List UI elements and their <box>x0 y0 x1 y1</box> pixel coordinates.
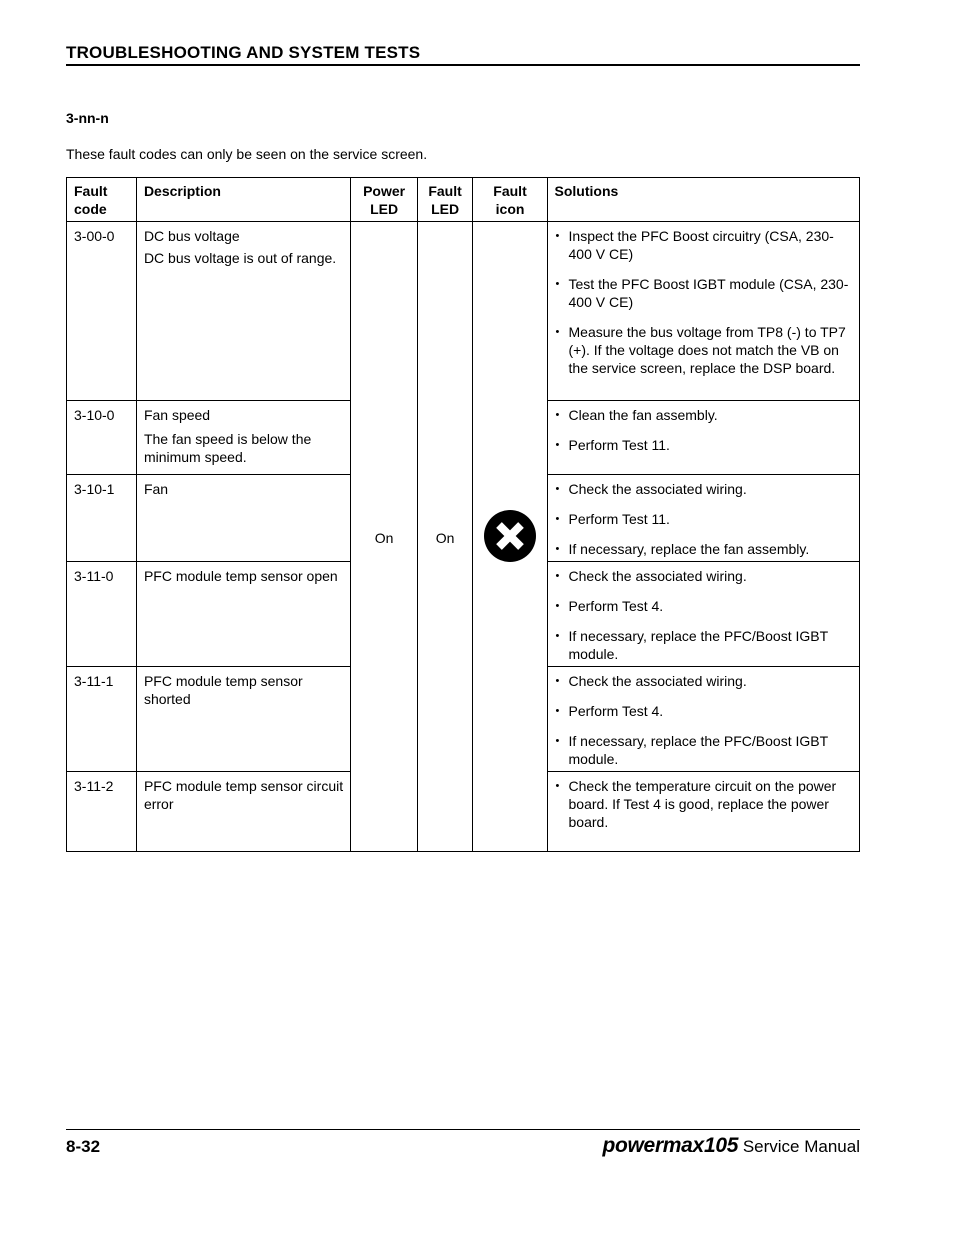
description-title: DC bus voltage <box>143 228 240 244</box>
solution-item: • Check the associated wiring. <box>555 480 853 498</box>
power-led-value: On <box>350 222 417 852</box>
fault-description <box>136 475 350 562</box>
solutions-cell <box>547 475 859 562</box>
solution-item: • If necessary, replace the fan assembly. <box>555 540 853 558</box>
solutions-list <box>555 777 853 831</box>
solution-item: • Clean the fan assembly. <box>555 406 853 424</box>
solution-item: • Perform Test 4. <box>555 702 853 720</box>
fault-code-table <box>66 177 860 852</box>
header-rule <box>66 64 860 66</box>
col-header-solutions: Solutions <box>547 178 859 222</box>
solution-item: • If necessary, replace the PFC/Boost IGBT module. <box>555 732 853 768</box>
footer-document-title <box>602 1134 860 1158</box>
page-header-title: TROUBLESHOOTING AND SYSTEM TESTS <box>66 43 421 62</box>
footer-rule <box>66 1129 860 1130</box>
solutions-list <box>555 227 853 377</box>
fault-code: 3-11-1 <box>67 667 137 772</box>
solution-item: • Perform Test 11. <box>555 436 853 454</box>
col-header-fault-icon: Fault icon <box>472 178 547 222</box>
solution-item: • Inspect the PFC Boost circuitry (CSA, 230-400 V CE) <box>555 227 853 263</box>
col-header-description: Description <box>136 178 350 222</box>
fault-code: 3-11-2 <box>67 772 137 852</box>
fault-code: 3-10-0 <box>67 401 137 475</box>
solutions-list <box>555 672 853 768</box>
fault-description <box>136 667 350 772</box>
description-title: Fan speed <box>143 407 211 423</box>
solution-item: • Perform Test 11. <box>555 510 853 528</box>
col-header-fault-led: Fault LED <box>417 178 472 222</box>
solution-item: • Test the PFC Boost IGBT module (CSA, 230-400 V CE) <box>555 275 853 311</box>
solutions-cell <box>547 401 859 475</box>
description-detail: The fan speed is below the minimum speed. <box>143 431 312 465</box>
product-brand-logo: powermax105 <box>602 1134 739 1157</box>
solutions-cell <box>547 667 859 772</box>
solutions-cell <box>547 772 859 852</box>
fault-code: 3-10-1 <box>67 475 137 562</box>
solution-item: • Measure the bus voltage from TP8 (-) to TP7 (+). If the voltage does not match the VB on the service screen, replace the DSP board. <box>555 323 853 377</box>
x-circle-icon <box>483 509 537 563</box>
doc-title: Service Manual <box>742 1137 860 1156</box>
fault-code: 3-11-0 <box>67 562 137 667</box>
description-title: Fan <box>143 481 169 497</box>
table-header-row <box>67 178 860 222</box>
solutions-list <box>555 567 853 663</box>
solutions-cell <box>547 562 859 667</box>
section-intro: These fault codes can only be seen on the service screen. <box>66 146 428 162</box>
description-title: PFC module temp sensor shorted <box>143 673 303 707</box>
fault-icon-cell <box>472 222 547 852</box>
solutions-cell <box>547 222 859 401</box>
solution-item: • If necessary, replace the PFC/Boost IGBT module. <box>555 627 853 663</box>
col-header-power-led: Power LED <box>350 178 417 222</box>
description-title: PFC module temp sensor circuit error <box>143 778 344 812</box>
description-detail: DC bus voltage is out of range. <box>143 250 337 266</box>
solution-item: • Check the temperature circuit on the power board. If Test 4 is good, replace the power board. <box>555 777 853 831</box>
col-header-fault-code: Fault code <box>67 178 137 222</box>
page-number: 8-32 <box>66 1137 101 1156</box>
fault-description <box>136 222 350 401</box>
solution-item: • Perform Test 4. <box>555 597 853 615</box>
solution-item: • Check the associated wiring. <box>555 567 853 585</box>
fault-description <box>136 401 350 475</box>
fault-code: 3-00-0 <box>67 222 137 401</box>
fault-description <box>136 772 350 852</box>
solution-item: • Check the associated wiring. <box>555 672 853 690</box>
description-title: PFC module temp sensor open <box>143 568 338 584</box>
table-row <box>67 222 860 401</box>
fault-led-value: On <box>417 222 472 852</box>
section-heading: 3-nn-n <box>66 110 109 126</box>
solutions-list <box>555 480 853 558</box>
solutions-list <box>555 406 853 454</box>
fault-description <box>136 562 350 667</box>
